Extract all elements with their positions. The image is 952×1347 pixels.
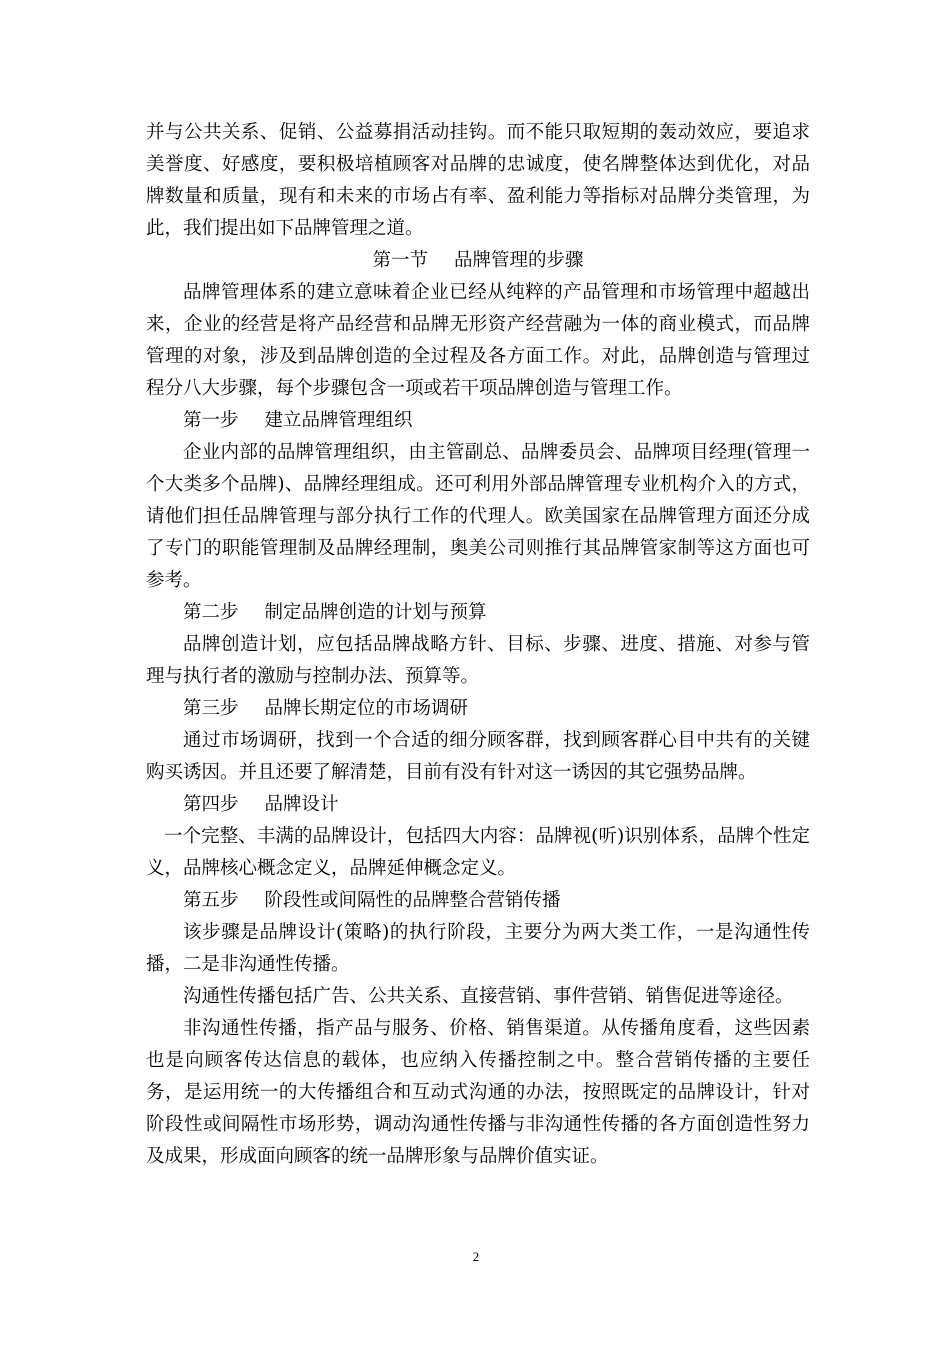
step-1-label: 第一步	[183, 410, 239, 431]
step-2-label: 第二步	[183, 602, 239, 623]
intro-paragraph: 并与公共关系、促销、公益募捐活动挂钩。而不能只取短期的轰动效应，要追求美誉度、好感度，要积极培植顾客对品牌的忠诚度，使名牌整体达到优化，对品牌数量和质量，现有和未来的市场占有率、盈利能力等指标对品牌分类管理，为此，我们提出如下品牌管理之道。	[146, 122, 810, 239]
step-5-paragraph-2: 沟通性传播包括广告、公共关系、直接营销、事件营销、销售促进等途径。	[183, 986, 794, 1007]
section-intro-paragraph: 品牌管理体系的建立意味着企业已经从纯粹的产品管理和市场管理中超越出来，企业的经营是将产品经营和品牌无形资产经营融为一体的商业模式，而品牌管理的对象，涉及到品牌创造的全过程及各方面工作。对此，品牌创造与管理过程分八大步骤，每个步骤包含一项或若干项品牌创造与管理工作。	[146, 282, 810, 399]
step-1-title: 建立品牌管理组织	[264, 410, 413, 431]
section-heading	[146, 245, 810, 277]
step-5-heading	[146, 885, 810, 917]
step-4-label: 第四步	[183, 794, 239, 815]
section-title: 品牌管理的步骤	[454, 250, 584, 271]
step-4-title: 品牌设计	[264, 794, 339, 815]
step-5-paragraph-1: 该步骤是品牌设计(策略)的执行阶段，主要分为两大类工作，一是沟通性传播，二是非沟通性传播。	[146, 922, 810, 975]
step-3-label: 第三步	[183, 698, 239, 719]
section-label: 第一节	[372, 250, 428, 271]
step-2-paragraph-1: 品牌创造计划，应包括品牌战略方针、目标、步骤、进度、措施、对参与管理与执行者的激励与控制办法、预算等。	[146, 634, 810, 687]
step-3-title: 品牌长期定位的市场调研	[264, 698, 469, 719]
step-5-title: 阶段性或间隔性的品牌整合营销传播	[264, 890, 561, 911]
step-2-title: 制定品牌创造的计划与预算	[264, 602, 487, 623]
step-4-paragraph-1: 一个完整、丰满的品牌设计，包括四大内容：品牌视(听)识别体系，品牌个性定义，品牌核心概念定义，品牌延伸概念定义。	[146, 826, 810, 879]
step-4-heading	[146, 789, 810, 821]
page-number: 2	[472, 1249, 480, 1264]
step-1-paragraph-1: 企业内部的品牌管理组织，由主管副总、品牌委员会、品牌项目经理(管理一个大类多个品牌)、品牌经理组成。还可利用外部品牌管理专业机构介入的方式，请他们担任品牌管理与部分执行工作的代理人。欧美国家在品牌管理方面还分成了专门的职能管理制及品牌经理制，奥美公司则推行其品牌管家制等这方面也可参考。	[146, 442, 810, 591]
step-1-heading	[146, 405, 810, 437]
step-3-heading	[146, 693, 810, 725]
step-5-paragraph-3: 非沟通性传播，指产品与服务、价格、销售渠道。从传播角度看，这些因素也是向顾客传达信息的载体，也应纳入传播控制之中。整合营销传播的主要任务，是运用统一的大传播组合和互动式沟通的办法，按照既定的品牌设计，针对阶段性或间隔性市场形势，调动沟通性传播与非沟通性传播的各方面创造性努力及成果，形成面向顾客的统一品牌形象与品牌价值实证。	[146, 1018, 810, 1167]
step-3-paragraph-1: 通过市场调研，找到一个合适的细分顾客群，找到顾客群心目中共有的关键购买诱因。并且还要了解清楚，目前有没有针对这一诱因的其它强势品牌。	[146, 730, 810, 783]
document-body	[146, 117, 810, 1173]
step-2-heading	[146, 597, 810, 629]
step-5-label: 第五步	[183, 890, 239, 911]
